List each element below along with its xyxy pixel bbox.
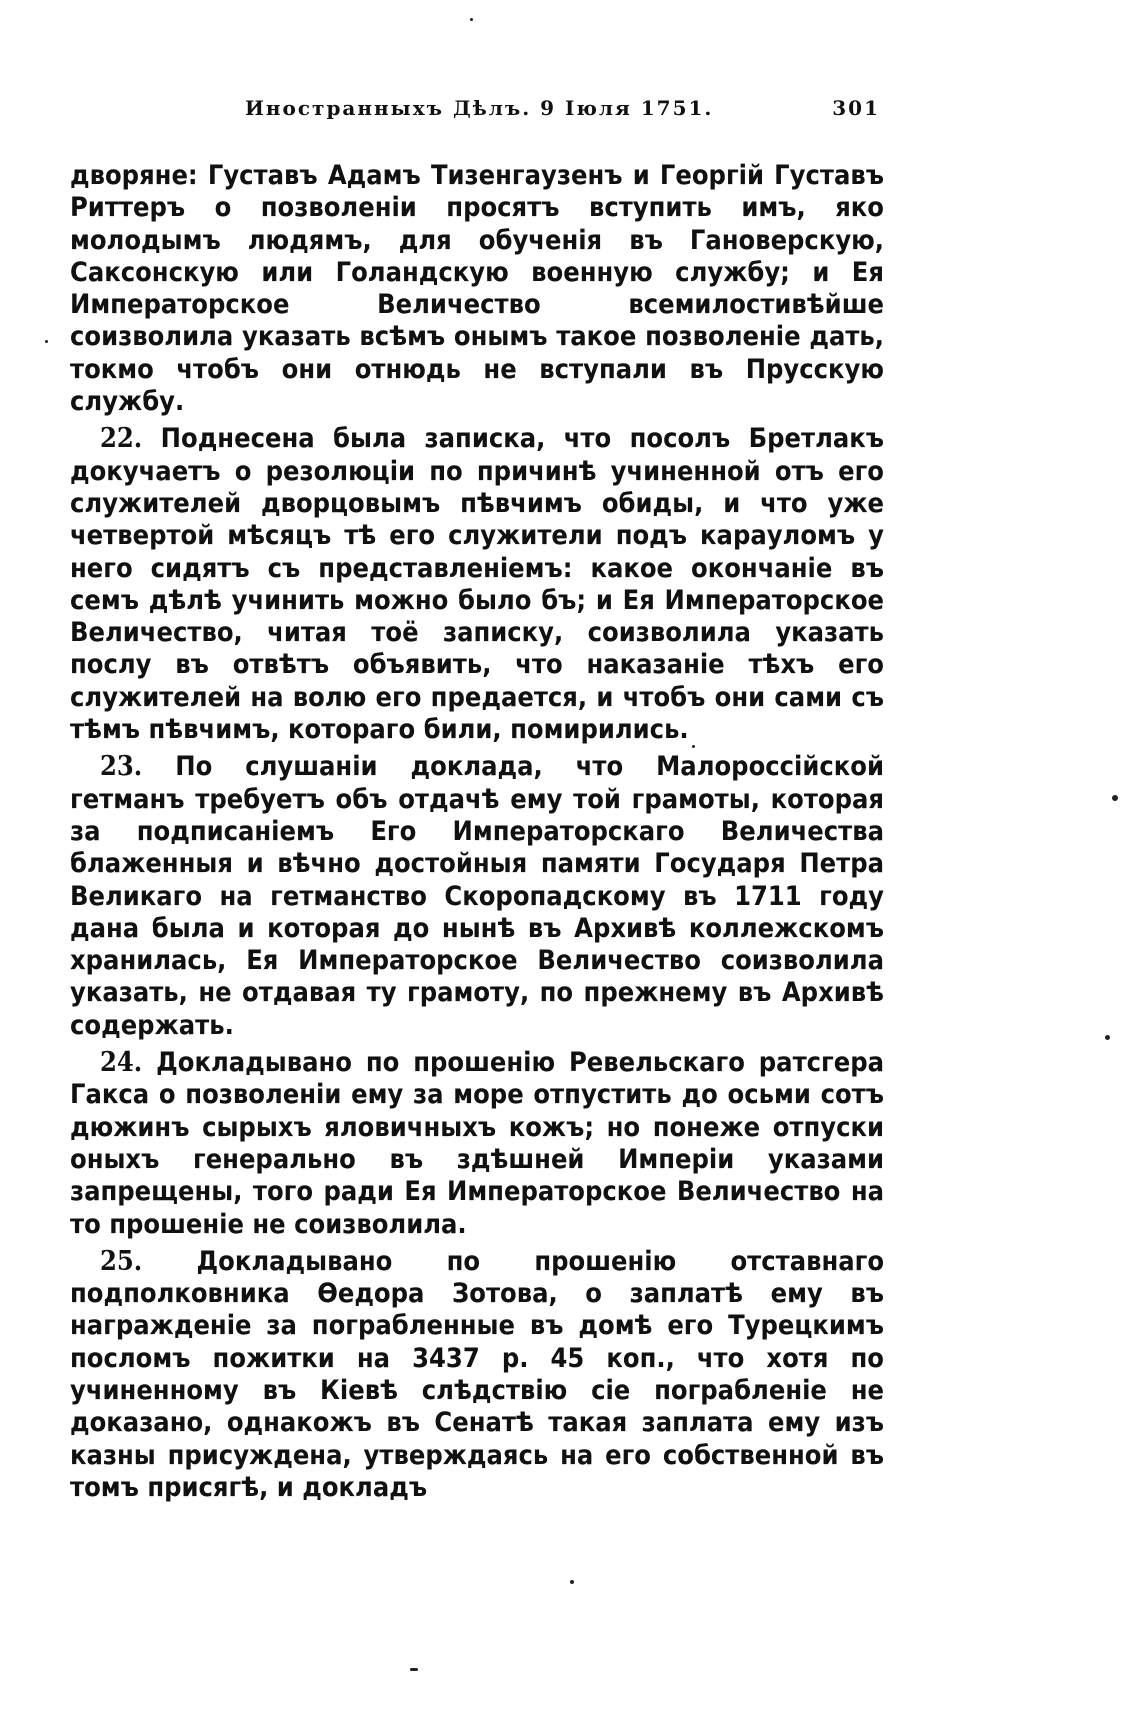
paragraph-text: По слушаніи доклада, что Малороссійской гетманъ требуетъ объ отдачѣ ему той грамоты, которая за подписаніемъ Его Императорскаго Величества блаженныя и вѣчно достойныя памяти Государя Петра Великаго на гетманство Скоропадскому въ 1711 году дана была и которая до нынѣ въ Архивѣ коллежскомъ хранилась, Ея Императорское Величество соизволила указать, не отдавая ту грамоту, по прежнему въ Архивѣ содержать. [70, 751, 884, 1041]
scan-speck [692, 745, 695, 748]
scan-speck [570, 1580, 574, 1584]
scan-speck [470, 18, 473, 21]
paragraph-text: Докладывано по прошенію отставнаго подполковника Ѳедора Зотова, о заплатѣ ему въ награжденіе за пограбленные въ домѣ его Турецкимъ посломъ пожитки на 3437 р. 45 коп., что хотя по учиненному въ Кіевѣ слѣдствію сіе пограбленіе не доказано, однакожъ въ Сенатѣ такая заплата ему изъ казны присуждена, утверждаясь на его собственной въ томъ присягѣ, и докладъ [70, 1245, 885, 1503]
paragraph-text: Докладывано по прошенію Ревельскаго ратсгера Гакса о позволеніи ему за море отпустить до осьми сотъ дюжинъ сырыхъ яловичныхъ кожъ; но понеже отпуски оныхъ генерально въ здѣшней Имперіи указами запрещены, того ради Ея Императорское Величество на то прошеніе не соизволила. [70, 1047, 884, 1240]
paragraph-22 [70, 423, 884, 746]
paragraph-25 [70, 1246, 884, 1504]
running-header [70, 96, 880, 130]
paragraph-number: 23. [100, 751, 143, 783]
paragraph-number: 24. [100, 1047, 143, 1079]
page-number: 301 [832, 96, 880, 120]
scan-speck [1112, 795, 1118, 801]
paragraph-23 [70, 751, 884, 1042]
paragraph-text: Поднесена была записка, что посолъ Бретлакъ докучаетъ о резолюціи по причинѣ учиненной отъ его служителей дворцовымъ пѣвчимъ обиды, и что уже четвертой мѣсяцъ тѣ его служители подъ карауломъ у него сидятъ съ представленіемъ: какое окончаніе въ семъ дѣлѣ учинить можно было бъ; и Ея Императорское Величество, читая тоё записку, соизволила указать послу въ отвѣтъ объявить, что наказаніе тѣхъ его служителей на волю его предается, и чтобъ они сами съ тѣмъ пѣвчимъ, котораго били, помирились. [70, 423, 885, 746]
paragraph-number: 22. [100, 423, 143, 455]
paragraph-24 [70, 1047, 884, 1241]
paragraph-number: 25. [100, 1245, 143, 1277]
body-text [70, 160, 884, 1509]
scan-speck [410, 1668, 418, 1671]
paragraph-continuation [70, 160, 884, 418]
scan-speck [1105, 1035, 1110, 1040]
running-title: Иностранныхъ Дѣлъ. 9 Іюля 1751. [245, 96, 714, 120]
scan-speck [45, 340, 48, 343]
paragraph-text: дворяне: Густавъ Адамъ Тизенгаузенъ и Георгій Густавъ Риттеръ о позволеніи просятъ вступить имъ, яко молодымъ людямъ, для обученія въ Гановерскую, Саксонскую или Голандскую военную службу; и Ея Императорское Величество всемилостивѣйше соизволила указать всѣмъ онымъ такое позволеніе дать, токмо чтобъ они отнюдь не вступали въ Прусскую службу. [70, 160, 884, 418]
